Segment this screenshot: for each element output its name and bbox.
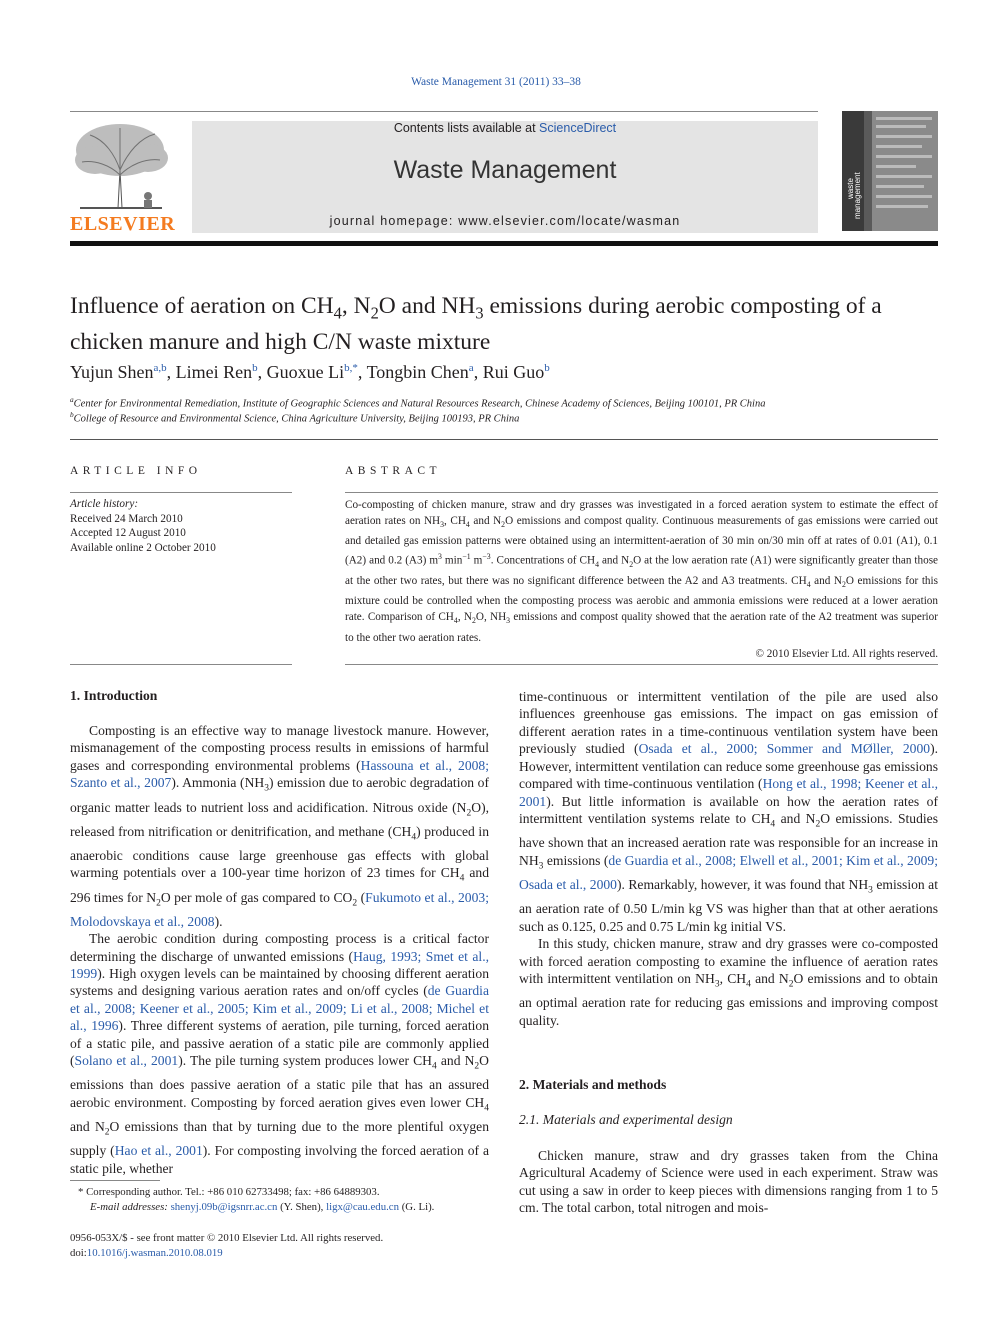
- cover-title: [846, 121, 860, 221]
- elsevier-wordmark: ELSEVIER: [70, 213, 176, 235]
- methods-text: [519, 1147, 938, 1217]
- author-sup[interactable]: b: [544, 362, 550, 374]
- ref-link[interactable]: Hassouna et al., 2008; Szanto et al., 2007: [70, 757, 489, 791]
- divider: [70, 664, 292, 665]
- author-sup[interactable]: a: [468, 362, 474, 374]
- footnote-rule: [70, 1180, 160, 1181]
- affiliation-b: [70, 410, 938, 425]
- header-thick-rule: [70, 241, 938, 246]
- journal-cover-image: [842, 111, 938, 231]
- online-date: Available online 2 October 2010: [70, 541, 216, 554]
- elsevier-tree-icon: [70, 120, 172, 210]
- author-name: Limei Ren: [175, 362, 253, 382]
- methods-heading: 2. Materials and methods: [519, 1077, 667, 1092]
- elsevier-logo: [70, 120, 176, 235]
- affiliation-mark: a: [70, 395, 74, 404]
- paragraph: time-continuous or intermittent ventilation of the pile are used also influences greenhouse gas emissions. The impact on gas emission of different aeration rates in a time-continuous ventilation system have been previously studied (Osada et al., 2000; Sommer and MØller, 2000). However, intermittent ventilation can reduce some greenhouse gas emissions compared with time-continuous ventilation (Hong et al., 1998; Keener et al., 2001). But little information is available on how the aeration rates of intermittent ventilation systems relate to $CH_4$ and $N_2O$ emissions. Studies have shown that an increased aeration rate was responsible for an increase in $NH_3$ emissions (de Guardia et al., 2008; Elwell et al., 2001; Kim et al., 2009; Osada et al., 2000). Remarkably, however, it was found that $NH_3$ emission at an aeration rate of 0.50 L/min kg VS was higher than that at other aerations such as 0.125, 0.25 and 0.75 L/min kg initial VS.: [519, 689, 939, 934]
- article-info-heading: ARTICLE INFO: [70, 465, 202, 477]
- history-label: Article history:: [70, 498, 139, 510]
- affiliation-mark: b: [70, 410, 74, 419]
- journal-homepage[interactable]: journal homepage: www.elsevier.com/locate/wasman: [329, 214, 681, 228]
- cover-line-1: waste: [846, 178, 855, 199]
- author-sup[interactable]: b: [252, 362, 258, 374]
- ref-link[interactable]: Haug, 1993; Smet et al., 1999: [70, 948, 489, 982]
- divider: [70, 492, 292, 493]
- author-sup[interactable]: a,b: [153, 362, 167, 374]
- materials-subheading: 2.1. Materials and experimental design: [519, 1112, 733, 1127]
- ref-link[interactable]: Hao et al., 2001: [114, 1143, 203, 1159]
- author-sup[interactable]: b,*: [344, 362, 358, 374]
- ref-link[interactable]: Fukumoto et al., 2003; Molodovskaya et al., 2008: [70, 889, 489, 929]
- accepted-date: Accepted 12 August 2010: [70, 527, 186, 539]
- ref-link[interactable]: de Guardia et al., 2008; Keener et al., 2005; Kim et al., 2009; Li et al., 2008; Michel et al., 1996: [70, 983, 489, 1034]
- corresponding-note: * Corresponding author. Tel.: +86 010 62733498; fax: +86 64889303.: [78, 1186, 380, 1198]
- article-history: [70, 497, 292, 555]
- ref-link[interactable]: Osada et al., 2000; Sommer and MØller, 2000: [638, 741, 931, 757]
- divider: [345, 664, 938, 665]
- header-rule: [70, 111, 818, 112]
- contents-prefix: Contents lists available at: [393, 121, 540, 135]
- citation-link[interactable]: Waste Management 31 (2011) 33–38: [411, 76, 581, 88]
- issn-line: 0956-053X/$ - see front matter © 2010 Elsevier Ltd. All rights reserved.: [70, 1232, 384, 1244]
- doi-line: [70, 1246, 489, 1261]
- intro-heading: 1. Introduction: [70, 688, 158, 703]
- ref-link[interactable]: Hong et al., 1998; Keener et al., 2001: [519, 776, 938, 809]
- email-note: [70, 1200, 489, 1215]
- sciencedirect-link[interactable]: ScienceDirect: [539, 121, 617, 135]
- doi-label: doi:: [70, 1247, 87, 1259]
- affiliation-text: Center for Environmental Remediation, Institute of Geographic Sciences and Natural Resources Research, Chinese Academy of Sciences, Beijing 100101, PR China: [73, 398, 766, 410]
- ref-link[interactable]: de Guardia et al., 2008; Elwell et al., 2001; Kim et al., 2009; Osada et al., 2000: [519, 852, 938, 892]
- abstract-body: Co-composting of chicken manure, straw and dry grasses was investigated in a forced aeration system to estimate the effect of aeration rates on $NH_3$, $CH_4$ and $N_2O$ emissions and compost quality. Continuous measurements of gas emissions were carried out and detailed gas emission patterns were obtained using an intermittent-aeration of 30 min on/30 min off at rates of 0.01 (A1), 0.1 (A2) and 0.2 (A3) $m^3$ $\min^{-1} m^{-3}$. Concentrations of $CH_4$ and $N_2O$ at the low aeration rate (A1) were significantly greater than those at the other two rates, but there was no significant difference between the A2 and A3 treatments. $CH_4$ and $N_2O$ emissions for this mixture could be controlled when the composting process was aerobic and ammonia emissions were reduced at a lower aeration rate. Comparison of $CH_4$, $N_2O$, $NH_3$ emissions and compost quality showed that the aeration rate of the A2 treatment was superior to the other two aeration rates. © 2010 Elsevier Ltd. All rights reserved.: [345, 499, 939, 660]
- intro-text-left: [70, 722, 489, 1177]
- author-name: Yujun Shen: [70, 362, 154, 382]
- author-list: Yujun Shen$^{a,b}$, Limei Ren$^b$, Guoxue $Li^{b,*}$, Tongbin Chen$^a$, Rui Guo$^b$: [70, 362, 550, 382]
- author-name: Rui Guo: [482, 362, 545, 382]
- cover-line-2: management: [853, 172, 862, 219]
- divider: [345, 492, 938, 493]
- abstract-heading: ABSTRACT: [345, 465, 442, 477]
- paragraph: The aerobic condition during composting process is a critical factor determining the discharge of unwanted emissions (Haug, 1993; Smet et al., 1999). High oxygen levels can be maintained by choosing different aeration systems and designing various aeration rates and on/off cycles (de Guardia et al., 2008; Keener et al., 2005; Kim et al., 2009; Li et al., 2008; Michel et al., 1996). Three different systems of aeration, pile turning, forced aeration of a static pile, and passive aeration of a static pile are commonly applied (Solano et al., 2001). The pile turning system produces lower $CH_4$ and $N_2O$ emissions than does passive aeration of a static pile that has an assured aerobic environment. Composting by forced aeration gives even lower $CH_4$ and $N_2O$ emissions than that by turning due to the more plentiful oxygen supply (Hao et al., 2001). For composting involving the forced aeration of a static pile, whether: [70, 931, 490, 1176]
- bottom-info: [70, 1231, 489, 1261]
- author-name: Guoxue Li: [266, 362, 345, 382]
- paragraph: Chicken manure, straw and dry grasses taken from the China Agricultural Academy of Science were used in each experiment. Straw was cut using a saw in order to keep pieces with dimensions ranging from 1 to 5 cm. The total carbon, total nitrogen and mois-: [519, 1148, 938, 1216]
- email-label: E-mail addresses:: [90, 1201, 168, 1213]
- article-title: Influence of aeration on $CH_4$, $N_2O$ and $NH_3$ emissions during aerobic composting of a chicken manure and high C/N waste mixture: [70, 293, 882, 355]
- intro-text-right: [519, 688, 938, 1029]
- author-name: Tongbin Chen: [366, 362, 469, 382]
- affiliation-text: College of Resource and Environmental Science, China Agriculture University, Beijing 100193, PR China: [73, 413, 520, 425]
- email-link[interactable]: shenyj.09b@igsnrr.ac.cn: [170, 1201, 278, 1213]
- paragraph: Composting is an effective way to manage livestock manure. However, mismanagement of the composting process results in emissions of harmful gases and corresponding environmental problems (Hassouna et al., 2008; Szanto et al., 2007). Ammonia $(NH_3)$ emission due to aerobic degradation of organic matter leads to nutrient loss and acidification. Nitrous oxide $(N_2O)$, released from nitrification or denitrification, and methane $(CH_4)$ produced in anaerobic conditions cause large greenhouse gas effects with global warming potentials over a 100-year time horizon of 23 times for $CH_4$ and 296 times for $N_2O$ per mole of gas compared to $CO_2$ (Fukumoto et al., 2003; Molodovskaya et al., 2008).: [70, 723, 490, 929]
- received-date: Received 24 March 2010: [70, 512, 183, 525]
- doi-link[interactable]: 10.1016/j.wasman.2010.08.019: [86, 1247, 223, 1259]
- contents-line: [192, 121, 818, 135]
- abstract-copyright: © 2010 Elsevier Ltd. All rights reserved.: [755, 647, 938, 660]
- journal-name: Waste Management: [393, 156, 617, 184]
- email-who: (Y. Shen),: [280, 1201, 324, 1213]
- email-who: (G. Li).: [401, 1201, 435, 1213]
- divider: [70, 439, 938, 440]
- email-link[interactable]: ligx@cau.edu.cn: [326, 1201, 399, 1213]
- corresponding-text: Corresponding author. Tel.: +86 010 62733498; fax: +86 64889303.: [86, 1186, 380, 1198]
- journal-citation[interactable]: [0, 76, 992, 88]
- paragraph: In this study, chicken manure, straw and dry grasses were co-composted with forced aeration composting to examine the influence of aeration rates with intermittent ventilation on $NH_3$, $CH_4$ and $N_2O$ emissions and to obtain an optimal aeration rate for reducing gas emissions and improving compost quality.: [519, 936, 938, 1028]
- footnote: [70, 1185, 489, 1215]
- affiliation-a: [70, 395, 938, 410]
- ref-link[interactable]: Solano et al., 2001: [74, 1053, 179, 1069]
